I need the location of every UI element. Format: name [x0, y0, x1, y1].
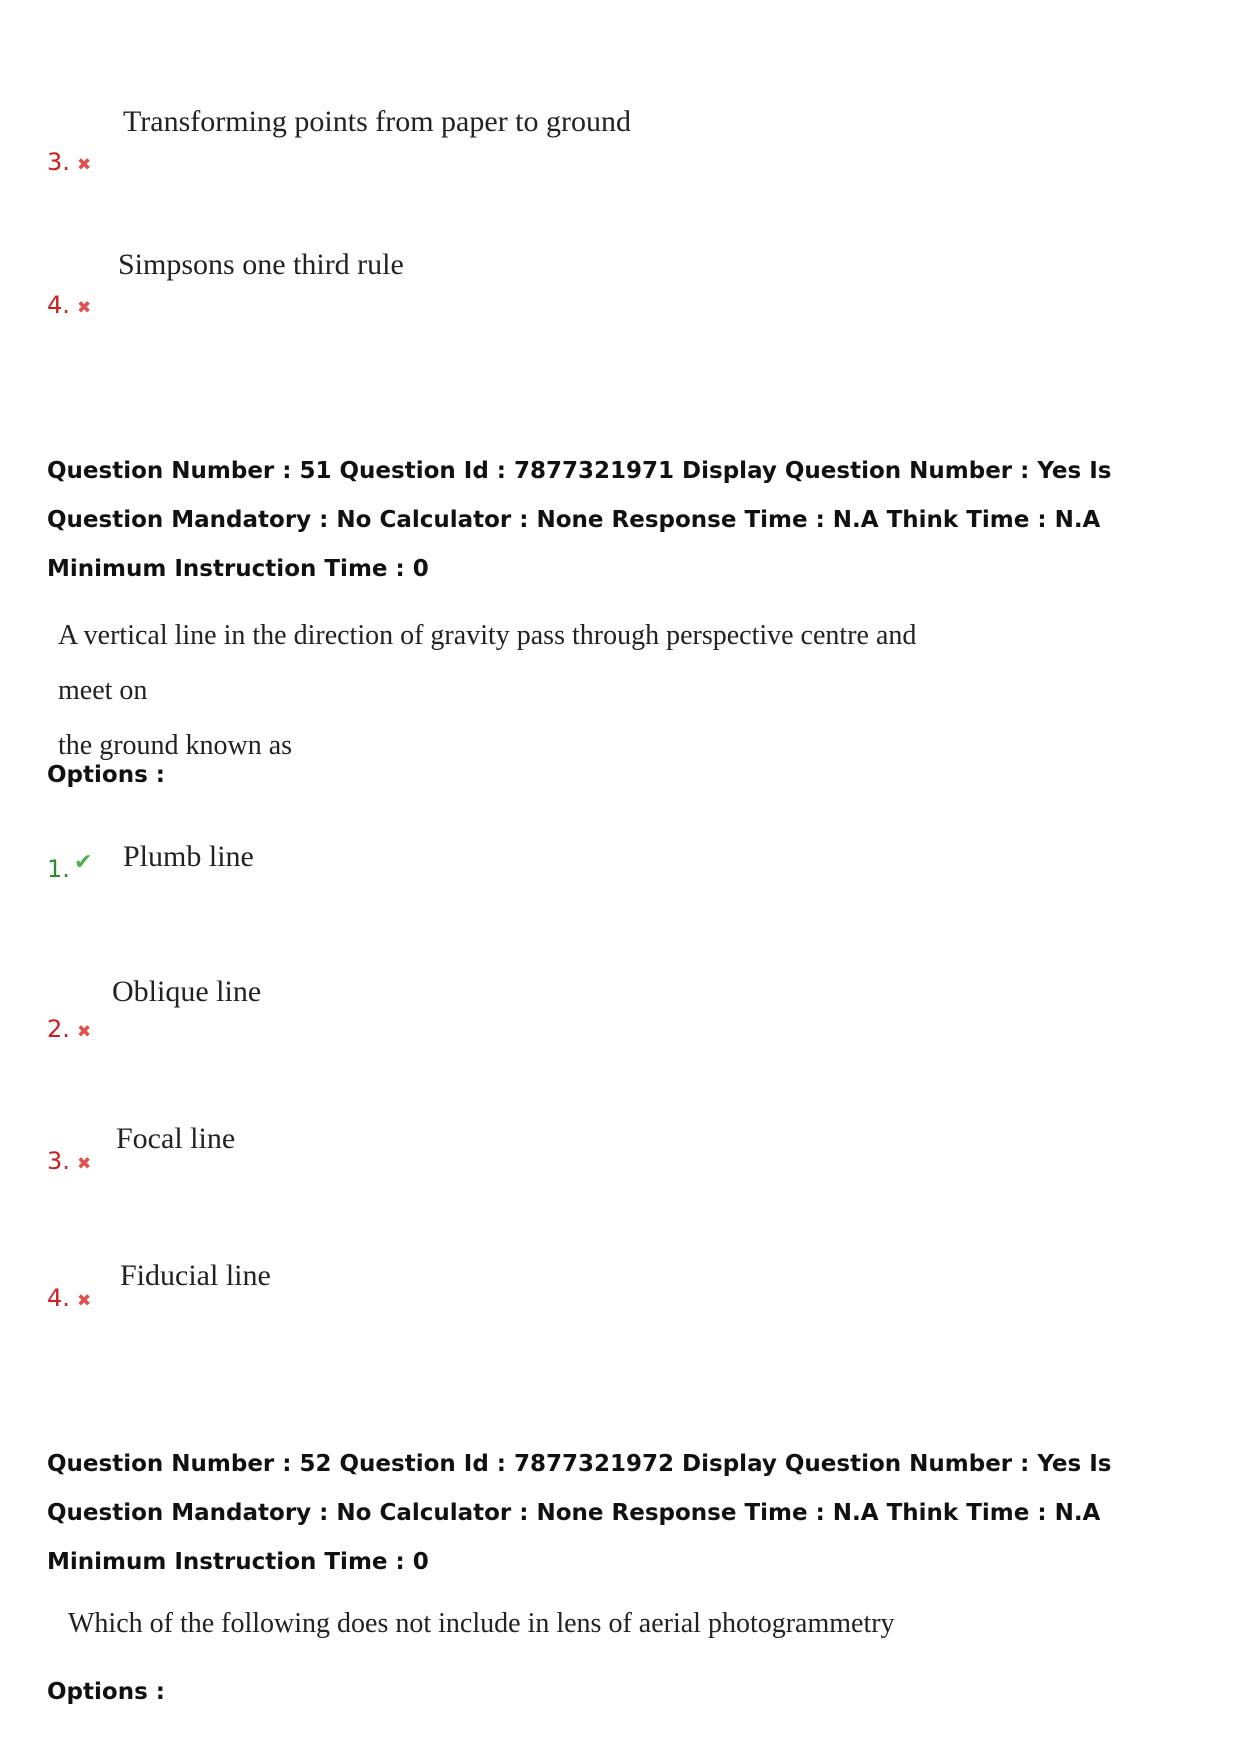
option-text: Simpsons one third rule	[118, 248, 404, 281]
option-text: Fiducial line	[120, 1259, 271, 1292]
option-number: 1.	[47, 855, 70, 883]
cross-icon: ✖	[77, 1291, 92, 1311]
option-number: 3.	[47, 148, 70, 176]
cross-icon: ✖	[77, 155, 92, 175]
options-label: Options :	[47, 762, 165, 788]
cross-icon: ✖	[77, 1154, 92, 1174]
option-text: Oblique line	[112, 975, 262, 1008]
check-icon: ✔	[74, 850, 93, 875]
question-text	[68, 1596, 948, 1651]
question-text	[58, 608, 938, 773]
question-text-line: A vertical line in the direction of gravity pass through perspective centre and meet on	[58, 620, 917, 706]
option-number: 2.	[47, 1015, 70, 1043]
option-text: Focal line	[116, 1122, 236, 1155]
cross-icon: ✖	[77, 1022, 92, 1042]
option-number: 4.	[47, 1284, 70, 1312]
option-text: Transforming points from paper to ground	[123, 105, 632, 138]
option-number: 4.	[47, 291, 70, 319]
question-meta: Question Number : 51 Question Id : 7877321971 Display Question Number : Yes Is Question Mandatory : No Calculator : None Response Time : N.A Think Time : N.A Minimum Instruction Time : 0	[47, 458, 1112, 582]
option-number: 3.	[47, 1147, 70, 1175]
options-label: Options :	[47, 1679, 165, 1705]
question-meta: Question Number : 52 Question Id : 7877321972 Display Question Number : Yes Is Question Mandatory : No Calculator : None Response Time : N.A Think Time : N.A Minimum Instruction Time : 0	[47, 1451, 1112, 1575]
option-text: Plumb line	[123, 840, 254, 873]
question-text-line: Which of the following does not include in lens of aerial photogrammetry	[68, 1608, 895, 1639]
question-text-line: the ground known as	[58, 730, 293, 761]
cross-icon: ✖	[77, 298, 92, 318]
